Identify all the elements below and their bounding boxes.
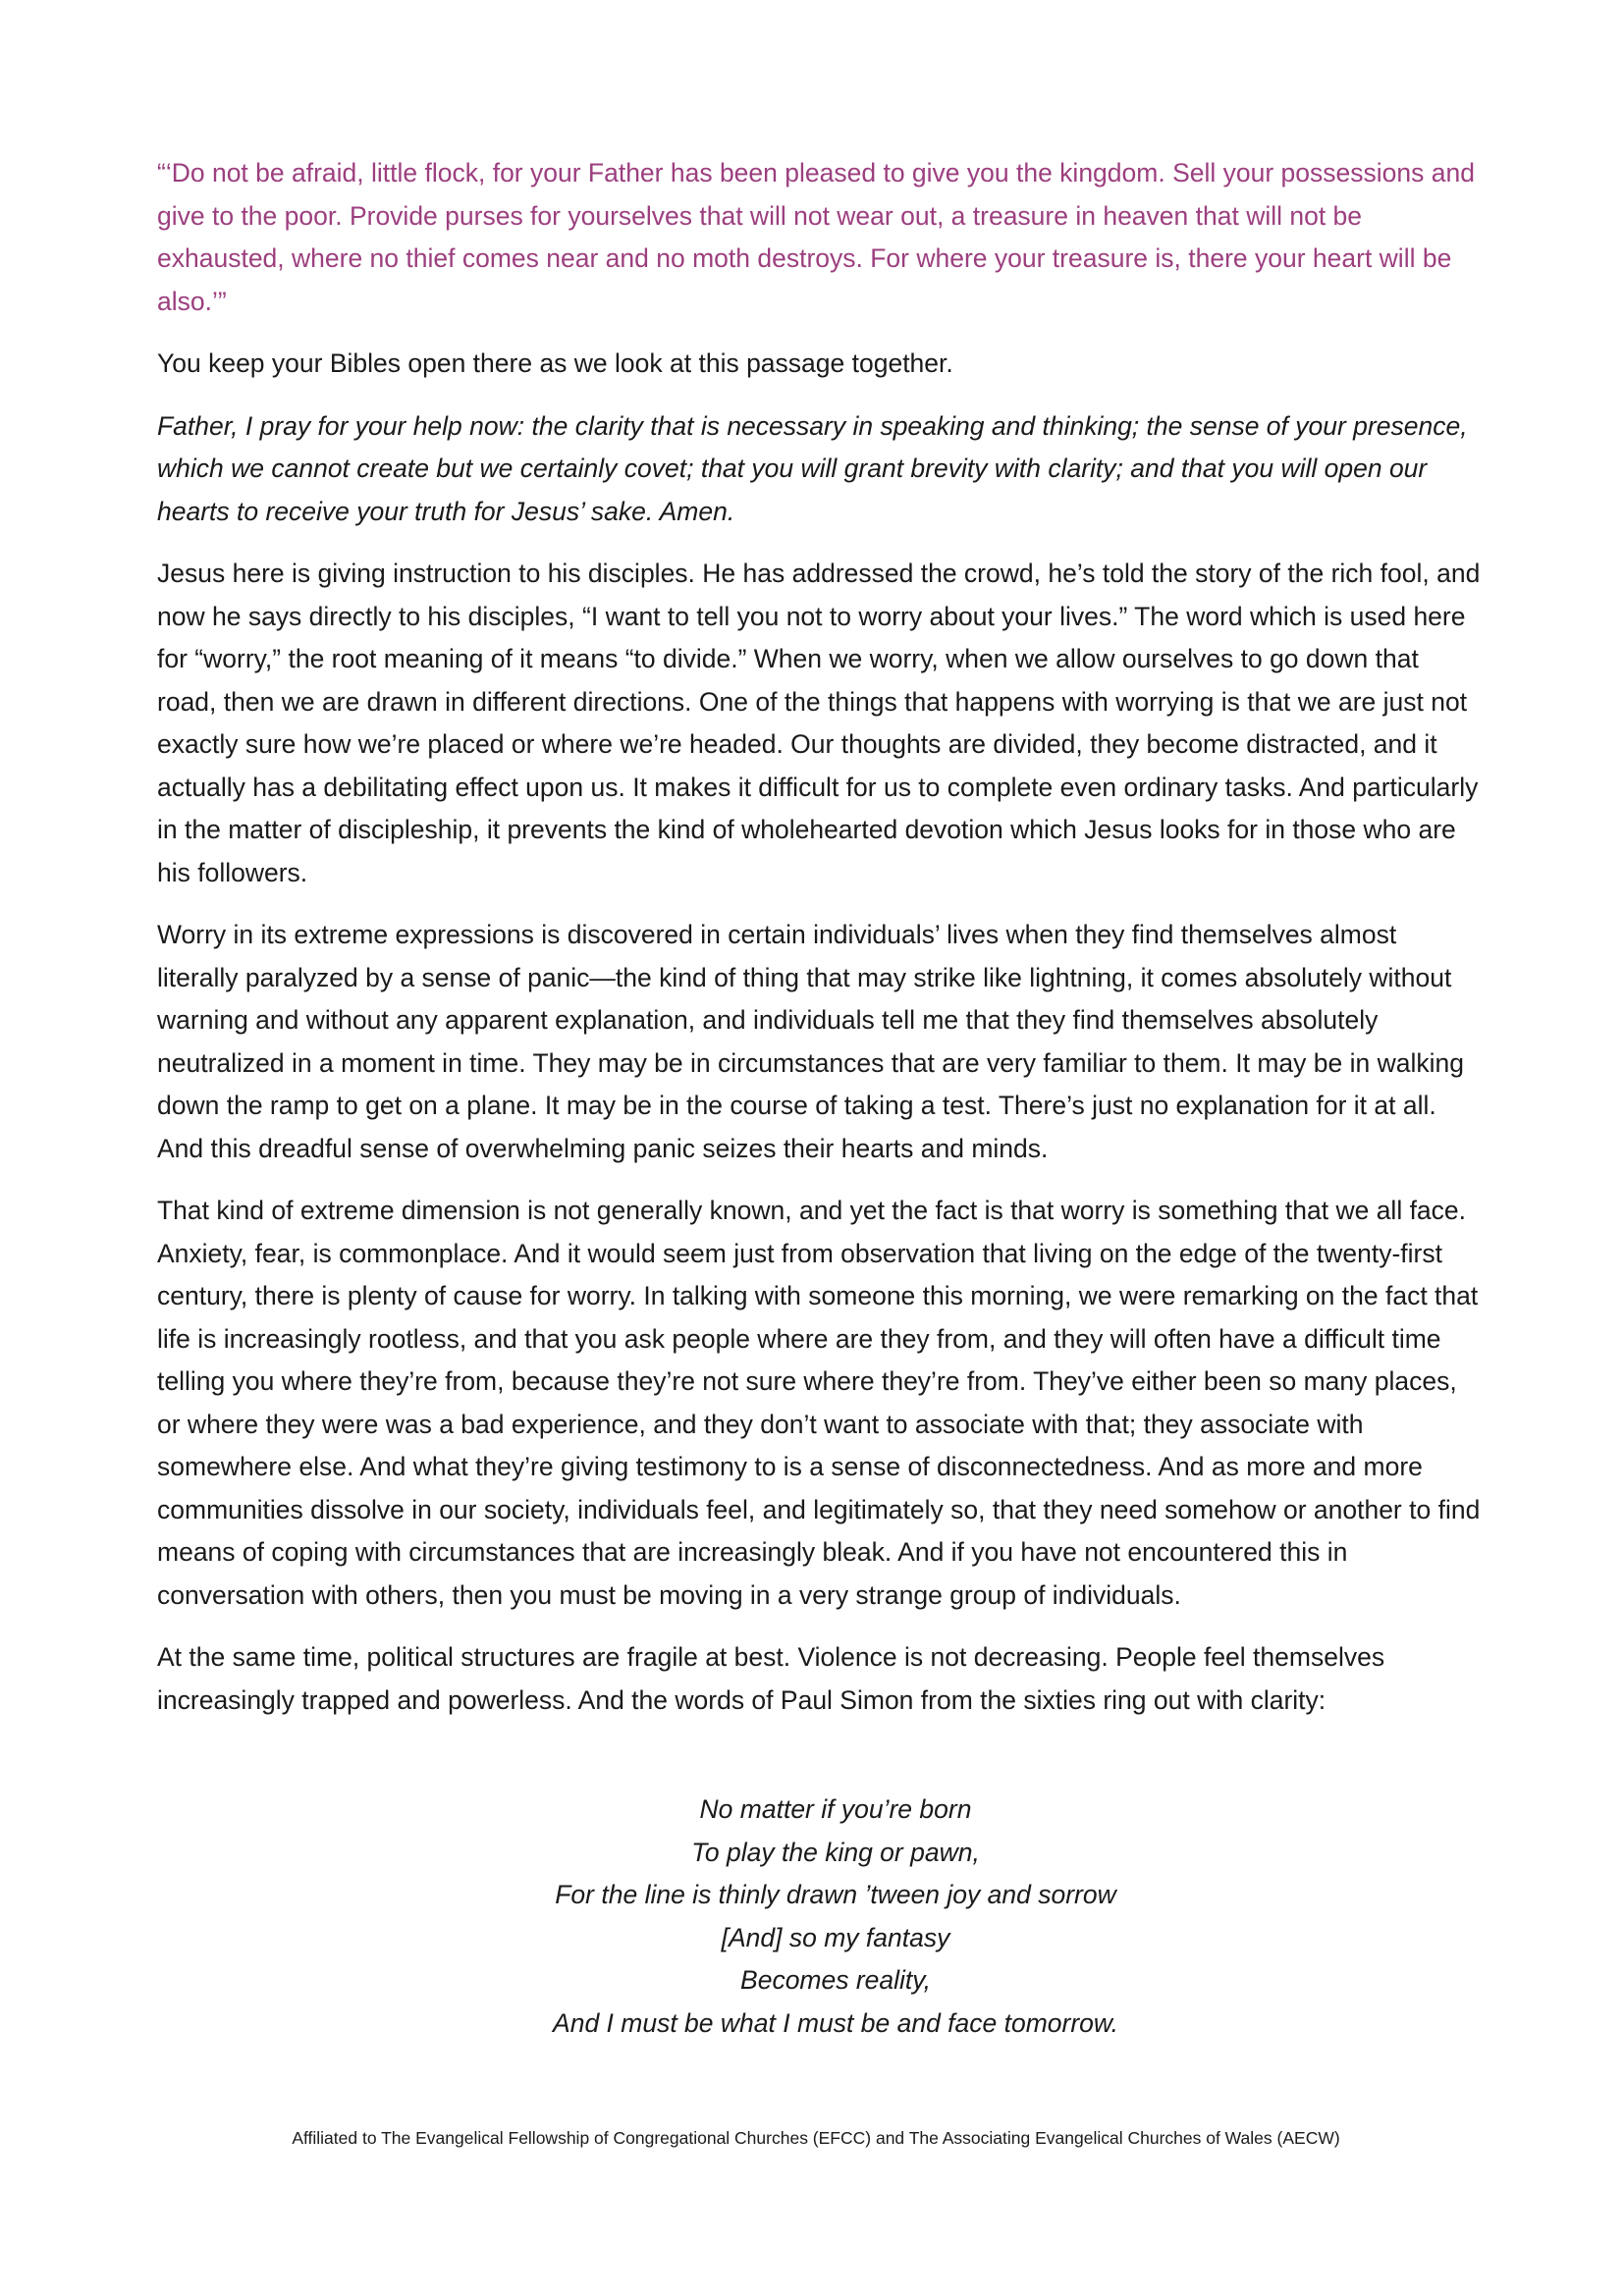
scripture-quote: “‘Do not be afraid, little flock, for your Father has been pleased to give you the kingdom. Sell your possessions and give to the poor. Provide purses for yourselves that will not wear out, a treasure in heaven that will not be exhausted, where no thief comes near and no moth destroys. For where your treasure is, there your heart will be also.’” xyxy=(157,158,1475,316)
poem-line: And I must be what I must be and face tomorrow. xyxy=(553,2007,1118,2038)
document-body xyxy=(157,152,1485,2045)
prayer-paragraph: Father, I pray for your help now: the clarity that is necessary in speaking and thinking; the sense of your presence, which we cannot create but we certainly covet; that you will grant brevity with clarity; and that you will open our hearts to receive your truth for Jesus’ sake. Amen. xyxy=(157,410,1468,526)
intro-paragraph: You keep your Bibles open there as we look at this passage together. xyxy=(157,348,953,378)
poem-line: To play the king or pawn, xyxy=(691,1837,980,1867)
poem-line: For the line is thinly drawn ’tween joy and sorrow xyxy=(555,1880,1116,1909)
body-paragraph-3: That kind of extreme dimension is not generally known, and yet the fact is that worry is something that we all face. Anxiety, fear, is commonplace. And it would seem just from observation that living on the edge of the twenty-first century, there is plenty of cause for worry. In talking with someone this morning, we were remarking on the fact that life is increasingly rootless, and that you ask people where are they from, and they will often have a difficult time telling you where they’re from, because they’re not sure where they’re from. They’ve either been so many places, or where they were was a bad experience, and they don’t want to associate with that; they associate with somewhere else. And what they’re giving testimony to is a sense of disconnectedness. And as more and more communities dissolve in our society, individuals feel, and legitimately so, that they need somehow or another to find means of coping with circumstances that are increasingly bleak. And if you have not encountered this in conversation with others, then you must be moving in a very strange group of individuals. xyxy=(157,1196,1481,1610)
body-paragraph-2: Worry in its extreme expressions is discovered in certain individuals’ lives when they find themselves almost literally paralyzed by a sense of panic—the kind of thing that may strike like lightning, it comes absolutely without warning and without any apparent explanation, and individuals tell me that they find themselves absolutely neutralized in a moment in time. They may be in circumstances that are very familiar to them. It may be in walking down the ramp to get on a plane. It may be in the course of taking a test. There’s just no explanation for it at all. And this dreadful sense of overwhelming panic seizes their hearts and minds. xyxy=(157,920,1464,1163)
poem-line: Becomes reality, xyxy=(740,1965,931,1995)
body-paragraph-4: At the same time, political structures are fragile at best. Violence is not decreasing. People feel themselves increasingly trapped and powerless. And the words of Paul Simon from the sixties ring out with clarity: xyxy=(157,1642,1385,1715)
poem-line: [And] so my fantasy xyxy=(721,1922,950,1952)
body-paragraph-1: Jesus here is giving instruction to his disciples. He has addressed the crowd, he’s told the story of the rich fool, and now he says directly to his disciples, “I want to tell you not to worry about your lives.” The word which is used here for “worry,” the root meaning of it means “to divide.” When we worry, when we allow ourselves to go down that road, then we are drawn in different directions. One of the things that happens with worrying is that we are just not exactly sure how we’re placed or where we’re headed. Our thoughts are divided, they become distracted, and it actually has a debilitating effect upon us. It makes it difficult for us to complete even ordinary tasks. And particularly in the matter of discipleship, it prevents the kind of wholehearted devotion which Jesus looks for in those who are his followers. xyxy=(157,559,1481,887)
page-footer: Affiliated to The Evangelical Fellowship of Congregational Churches (EFCC) and The Associating Evangelical Churches of Wales (AECW) xyxy=(292,2128,1340,2148)
poem-quote xyxy=(157,1789,1485,2045)
poem-line: No matter if you’re born xyxy=(699,1794,972,1824)
